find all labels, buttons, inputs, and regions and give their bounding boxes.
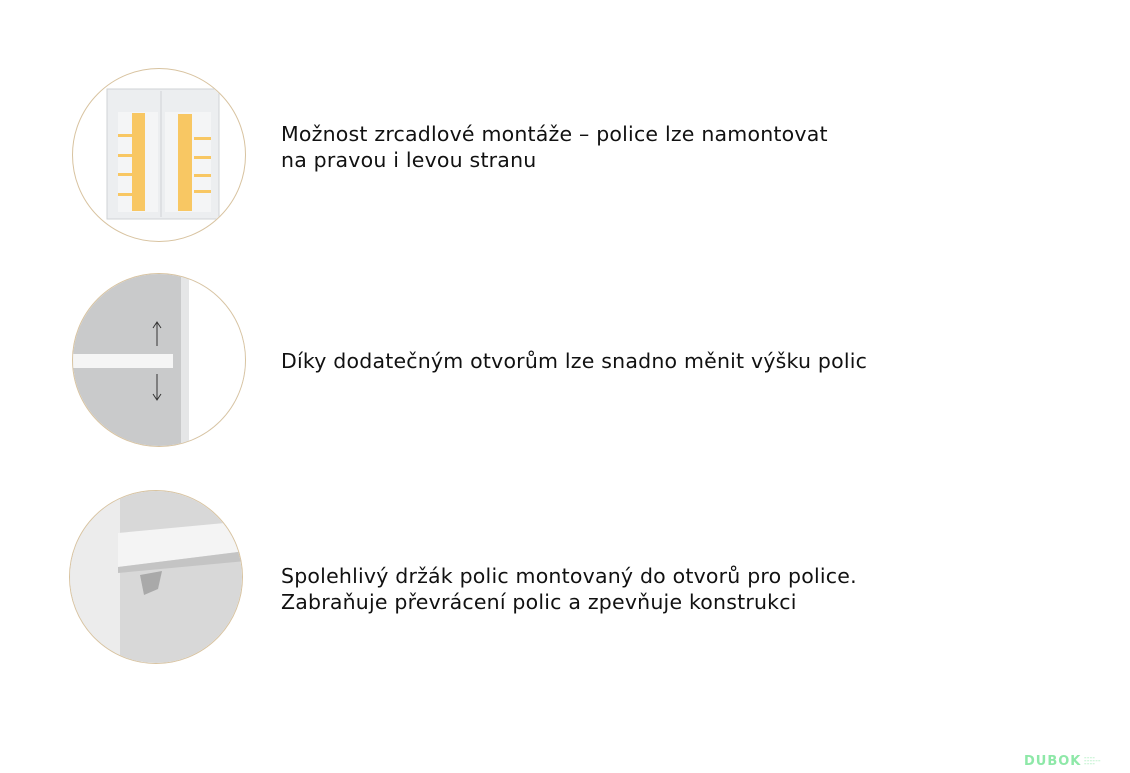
shelf-height-icon bbox=[73, 274, 245, 446]
feature-line: Díky dodatečným otvorům lze snadno měnit výšku polic bbox=[281, 349, 868, 373]
feature-text-2 bbox=[281, 348, 867, 374]
adjustable-shelf-image bbox=[72, 273, 246, 447]
feature-line: Zabraňuje převrácení polic a zpevňuje konstrukci bbox=[281, 590, 797, 614]
wardrobe-icon bbox=[73, 69, 245, 241]
shelf-bracket-image bbox=[69, 490, 243, 664]
feature-text-3 bbox=[281, 563, 857, 615]
bracket-icon bbox=[70, 491, 243, 664]
dubok-logo: DUBOK ━━━━ ━━━━━━ ━━━━ bbox=[1024, 754, 1102, 769]
feature-text-1 bbox=[281, 121, 828, 173]
feature-line: Možnost zrcadlové montáže – police lze namontovat bbox=[281, 122, 828, 146]
feature-line: Spolehlivý držák polic montovaný do otvorů pro police. bbox=[281, 564, 857, 588]
feature-line: na pravou i levou stranu bbox=[281, 148, 537, 172]
logo-text: DUBOK bbox=[1024, 754, 1082, 769]
wardrobe-shelves-image bbox=[72, 68, 246, 242]
